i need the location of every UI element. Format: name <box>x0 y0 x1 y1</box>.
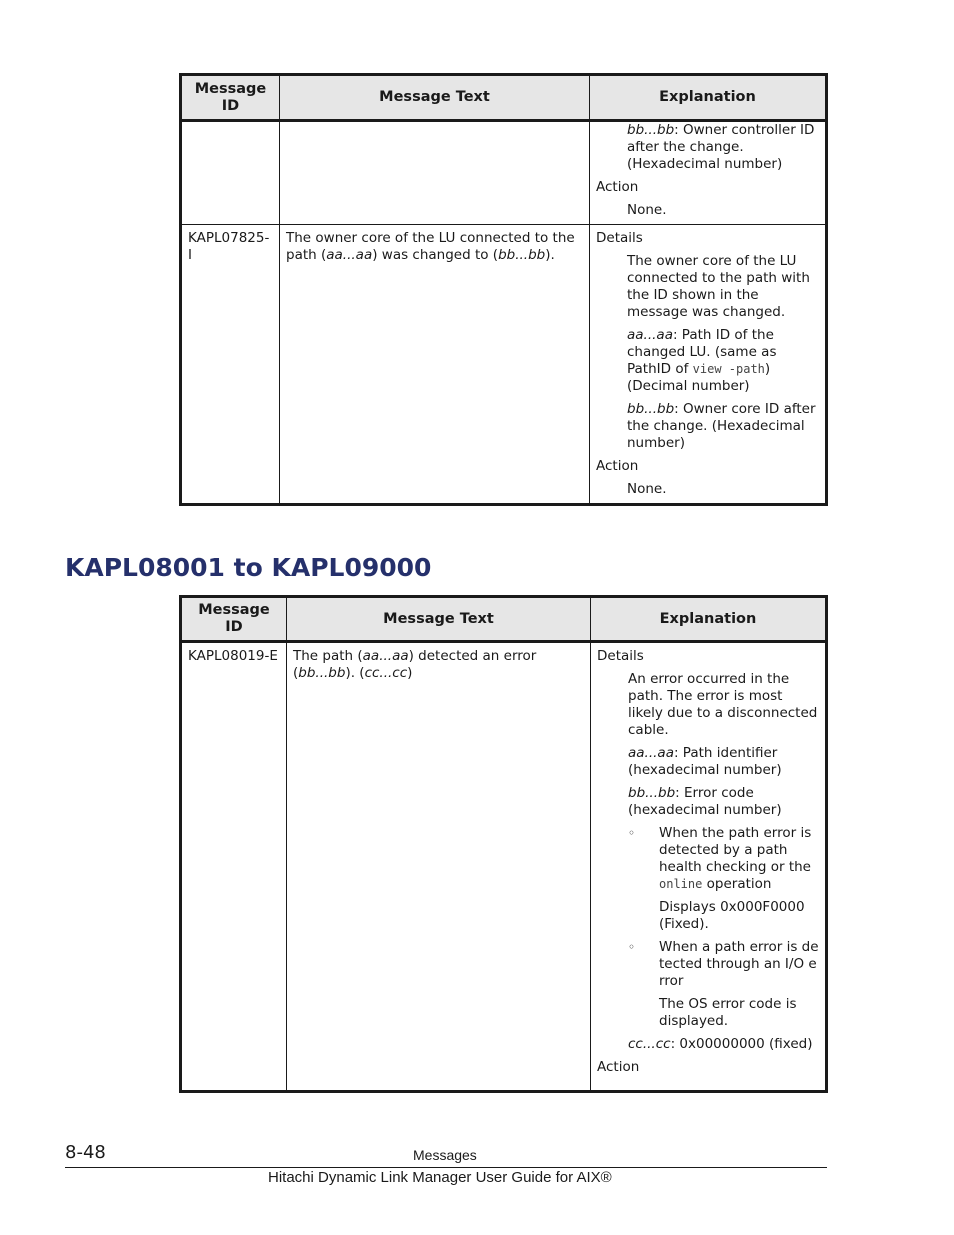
command-code: view -path <box>692 362 765 376</box>
action-label: Action <box>596 458 639 474</box>
explanation-cell <box>590 121 827 225</box>
details-text: The owner core of the LU connected to the path with the ID shown in the message was changed. <box>627 253 810 320</box>
explanation-cell <box>590 225 827 505</box>
details-label: Details <box>596 230 643 246</box>
explanation-param: bb...bb: Owner core ID after the change. (Hexadecimal number) <box>627 401 816 451</box>
bullet-circle-icon: ◦ <box>628 940 636 954</box>
message-table-continued <box>179 73 828 506</box>
explanation-param: aa...aa: Path ID of the changed LU. (same as PathID of view -path) (Decimal number) <box>627 327 777 394</box>
explanation-param: cc...cc: 0x00000000 (fixed) <box>628 1036 813 1052</box>
bullet-circle-icon: ◦ <box>628 826 636 840</box>
footer-guide-title: Hitachi Dynamic Link Manager User Guide for AIX® <box>268 1169 612 1186</box>
command-code: online <box>659 877 703 891</box>
list-item-detail: Displays 0x000F0000 (Fixed). <box>659 899 805 932</box>
action-text: None. <box>627 202 667 218</box>
column-header-message-id: Message ID <box>181 75 280 121</box>
message-text-cell <box>280 121 590 225</box>
action-label: Action <box>597 1059 640 1075</box>
message-text-cell: The path (aa...aa) detected an error (bb...bb). (cc...cc) <box>287 642 591 1092</box>
action-label: Action <box>596 179 639 195</box>
footer-divider <box>65 1167 827 1168</box>
message-id-cell <box>181 121 280 225</box>
column-header-explanation: Explanation <box>590 75 827 121</box>
message-text-cell: The owner core of the LU connected to the path (aa...aa) was changed to (bb...bb). <box>280 225 590 505</box>
message-id-cell: KAPL07825-I <box>181 225 280 505</box>
message-id-cell: KAPL08019-E <box>181 642 287 1092</box>
column-header-message-text: Message Text <box>287 597 591 642</box>
column-header-message-text: Message Text <box>280 75 590 121</box>
explanation-param: bb...bb: Owner controller ID after the change. (Hexadecimal number) <box>627 122 815 172</box>
explanation-param: bb...bb: Error code (hexadecimal number) <box>628 785 782 818</box>
column-header-explanation: Explanation <box>591 597 827 642</box>
table-row <box>181 121 827 225</box>
page-number: 8-48 <box>65 1142 106 1163</box>
explanation-param: aa...aa: Path identifier (hexadecimal number) <box>628 745 782 778</box>
list-item: ◦ When the path error is detected by a path health checking or the online operation <box>628 825 812 892</box>
list-item: ◦ When a path error is detected through an I/O error <box>628 939 819 989</box>
section-heading: KAPL08001 to KAPL09000 <box>65 553 432 582</box>
table-header-row <box>181 75 827 121</box>
details-text: An error occurred in the path. The error is most likely due to a disconnected cable. <box>628 671 818 738</box>
action-text: None. <box>627 481 667 497</box>
details-label: Details <box>597 648 644 664</box>
table-row <box>181 225 827 505</box>
explanation-cell <box>591 642 827 1092</box>
list-item-detail: The OS error code is displayed. <box>659 996 797 1029</box>
table-row <box>181 642 827 1092</box>
message-table <box>179 595 828 1093</box>
table-header-row <box>181 597 827 642</box>
footer-section: Messages <box>413 1147 477 1163</box>
column-header-message-id: Message ID <box>181 597 287 642</box>
